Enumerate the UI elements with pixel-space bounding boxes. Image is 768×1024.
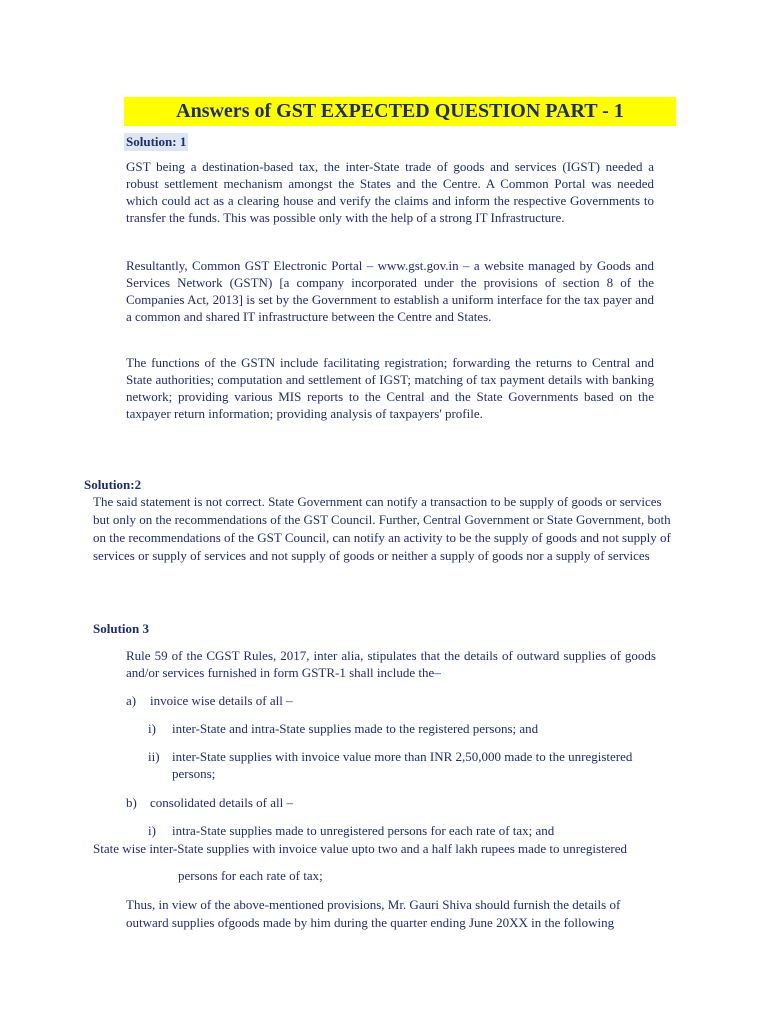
solution-3-conclusion-line-2: outward supplies ofgoods made by him during the quarter ending June 20XX in the following bbox=[126, 915, 615, 930]
solution-1-paragraph-1: GST being a destination-based tax, the inter-State trade of goods and services (IGST) needed a robust settlement mechanism amongst the States and the Centre. A Common Portal was needed which could act as a clearing house and verify the claims and inform the respective Governments to transfer the funds. This was possible only with the help of a strong IT Infrastructure. bbox=[126, 159, 654, 225]
solution-2-heading: Solution:2 bbox=[84, 477, 142, 492]
list-item-b-ii-continued: persons for each rate of tax; bbox=[178, 868, 323, 883]
list-item-a bbox=[126, 692, 293, 709]
list-item-a-i bbox=[148, 720, 538, 737]
solution-3-heading: Solution 3 bbox=[93, 621, 149, 636]
list-text: inter-State and intra-State supplies made to the registered persons; and bbox=[172, 721, 539, 736]
list-text: invoice wise details of all – bbox=[150, 693, 293, 708]
list-label: i) bbox=[148, 823, 156, 838]
list-text: intra-State supplies made to unregistered persons for each rate of tax; and bbox=[172, 823, 555, 838]
list-label: b) bbox=[126, 795, 137, 810]
list-text: inter-State supplies with invoice value more than INR 2,50,000 made to the unregistered bbox=[172, 749, 633, 764]
page-title: Answers of GST EXPECTED QUESTION PART - 1 bbox=[124, 97, 676, 126]
list-item-a-ii-continued: persons; bbox=[172, 766, 216, 781]
solution-2-body: The said statement is not correct. State Government can notify a transaction to be supply of goods or services but only on the recommendations of the GST Council. Further, Central Government or State Government, both on the recommendations of the GST Council, can notify an activity to be the supply of goods and not supply of services or supply of services and not supply of goods or neither a supply of goods nor a supply of services bbox=[93, 494, 671, 563]
solution-1-paragraph-3: The functions of the GSTN include facilitating registration; forwarding the returns to Central and State authorities; computation and settlement of IGST; matching of tax payment details with banking network; providing various MIS reports to the Central and the State Governments based on the taxpayer return information; providing analysis of taxpayers' profile. bbox=[126, 355, 654, 421]
list-label: a) bbox=[126, 693, 137, 708]
list-item-a-ii bbox=[148, 748, 632, 765]
solution-1-heading: Solution: 1 bbox=[126, 134, 187, 149]
list-item-b-i bbox=[148, 822, 554, 839]
solution-3-intro: Rule 59 of the CGST Rules, 2017, inter alia, stipulates that the details of outward supplies of goods and/or services furnished in form GSTR-1 shall include the– bbox=[126, 648, 656, 680]
list-text: consolidated details of all – bbox=[150, 795, 293, 810]
list-label: i) bbox=[148, 721, 156, 736]
solution-1-paragraph-2: Resultantly, Common GST Electronic Portal – www.gst.gov.in – a website managed by Goods and Services Network (GSTN) [a company incorporated under the provisions of section 8 of the Companies Act, 2013] is set by the Government to establish a uniform interface for the tax payer and a common and shared IT infrastructure between the Centre and States. bbox=[126, 258, 654, 324]
list-label: ii) bbox=[148, 749, 160, 764]
list-item-b bbox=[126, 794, 293, 811]
list-item-b-ii: State wise inter-State supplies with invoice value upto two and a half lakh rupees made to unregistered bbox=[93, 841, 628, 856]
solution-3-conclusion-line-1: Thus, in view of the above-mentioned provisions, Mr. Gauri Shiva should furnish the details of bbox=[126, 897, 621, 912]
